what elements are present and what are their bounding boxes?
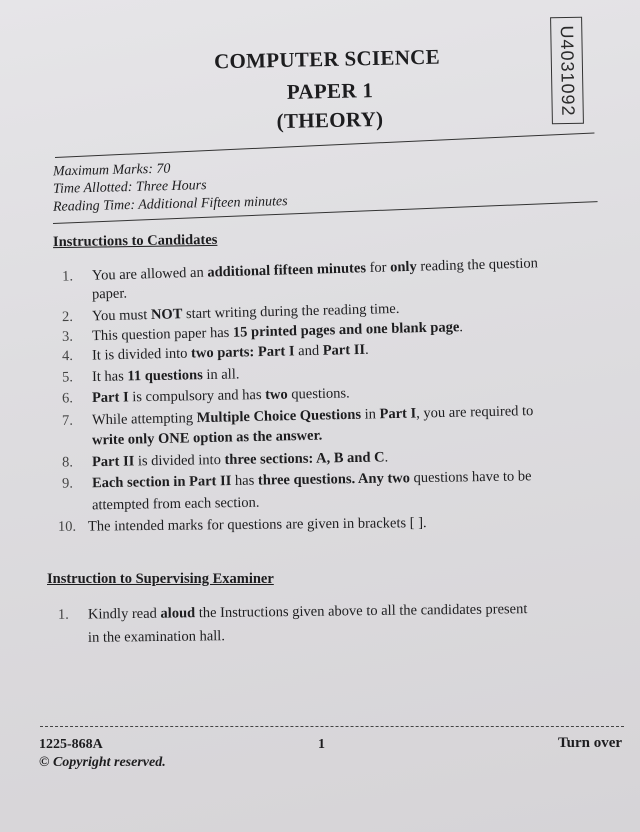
- time-allotted: Time Allotted: Three Hours: [52, 178, 207, 197]
- bold-text: only: [389, 258, 417, 276]
- candidate-instruction-item-10: [58, 515, 427, 536]
- bold-text: additional fifteen minutes: [207, 260, 367, 281]
- text: in: [360, 406, 380, 423]
- text: .: [459, 319, 464, 336]
- text: is compulsory and has: [128, 386, 266, 406]
- text: You must: [91, 306, 152, 325]
- item-number: 2.: [61, 308, 74, 326]
- item-number: 1.: [57, 606, 69, 623]
- bold-text: NOT: [150, 306, 183, 323]
- text: questions have to be: [409, 468, 532, 487]
- item-number: 3.: [61, 328, 74, 345]
- text: is divided into: [134, 452, 225, 470]
- text: It is divided into: [91, 345, 192, 364]
- item-number: 1.: [61, 268, 74, 285]
- footer-divider: [40, 726, 624, 727]
- bold-text: 15 printed pages and one blank page: [232, 319, 460, 341]
- examiner-instruction-item-1: [58, 601, 528, 624]
- text: You are allowed an: [91, 264, 208, 284]
- item-number: 10.: [57, 518, 77, 535]
- theory-title: (THEORY): [276, 106, 384, 134]
- examiner-instruction-item-1-continued: in the examination hall.: [87, 628, 226, 646]
- candidate-instruction-item-8: [62, 449, 388, 471]
- subject-title: COMPUTER SCIENCE: [213, 44, 441, 74]
- text: It has: [91, 368, 128, 386]
- candidate-instruction-item-7: [62, 403, 534, 430]
- candidates-heading: Instructions to Candidates: [52, 231, 218, 251]
- candidate-instruction-item-7-continued: [92, 428, 323, 450]
- bold-text: two parts: Part I: [190, 343, 295, 362]
- candidate-instruction-item-6: [62, 385, 350, 407]
- max-marks: Maximum Marks: 70: [52, 161, 171, 180]
- bold-text: 11 questions: [127, 367, 203, 385]
- bold-text: two: [265, 386, 288, 403]
- text: Kindly read: [87, 605, 161, 623]
- item-number: 9.: [61, 475, 74, 492]
- item-number: 4.: [61, 347, 74, 365]
- turn-over: Turn over: [558, 735, 623, 751]
- candidate-instruction-item-5: [62, 366, 240, 386]
- reading-time: Reading Time: Additional Fifteen minutes: [52, 194, 288, 215]
- text: start writing during the reading time.: [182, 300, 400, 323]
- examiner-heading: Instruction to Supervising Examiner: [47, 571, 274, 587]
- text: and: [294, 342, 323, 360]
- text: This question paper has: [91, 324, 234, 345]
- text: has: [231, 472, 259, 490]
- candidate-instruction-item-1-continued: paper.: [91, 285, 128, 303]
- paper-title: PAPER 1: [286, 78, 374, 104]
- item-number: 8.: [61, 454, 74, 471]
- candidate-instruction-item-9-continued: attempted from each section.: [91, 494, 260, 514]
- paper-code: 1225-868A: [39, 737, 103, 752]
- bold-text: Part II: [91, 453, 135, 471]
- candidate-instruction-item-9: [62, 468, 532, 492]
- bold-text: write only ONE option as the answer.: [91, 427, 323, 449]
- candidate-instruction-item-1: [62, 255, 538, 285]
- copyright: © Copyright reserved.: [39, 755, 166, 770]
- item-number: 6.: [61, 390, 74, 407]
- text: the Instructions given above to all the candidates present: [195, 601, 528, 622]
- candidate-instruction-item-4: [62, 342, 369, 365]
- bold-text: Part I: [379, 405, 417, 423]
- text: .: [384, 449, 389, 466]
- text: reading the question: [416, 255, 539, 275]
- bold-text: Each section in Part II: [91, 473, 232, 492]
- text: questions.: [287, 385, 350, 403]
- text: for: [365, 259, 391, 277]
- roll-code: U4031092: [556, 24, 579, 117]
- roll-code-box: [550, 17, 584, 125]
- bold-text: Multiple Choice Questions: [196, 406, 362, 427]
- text: , you are required to: [416, 403, 534, 422]
- bold-text: Part I: [91, 389, 129, 406]
- bold-text: aloud: [160, 605, 196, 622]
- bold-text: three sections: A, B and C: [224, 449, 385, 469]
- bold-text: Part II: [322, 341, 366, 359]
- item-number: 5.: [61, 369, 74, 386]
- bold-text: three questions. Any two: [257, 470, 411, 489]
- header-rule: [55, 133, 595, 159]
- item-number: 7.: [61, 412, 74, 429]
- text: in all.: [202, 366, 240, 384]
- page-number: 1: [318, 737, 325, 752]
- text: .: [364, 341, 369, 358]
- text: While attempting: [91, 410, 197, 429]
- text: The intended marks for questions are given in brackets [ ].: [87, 515, 427, 535]
